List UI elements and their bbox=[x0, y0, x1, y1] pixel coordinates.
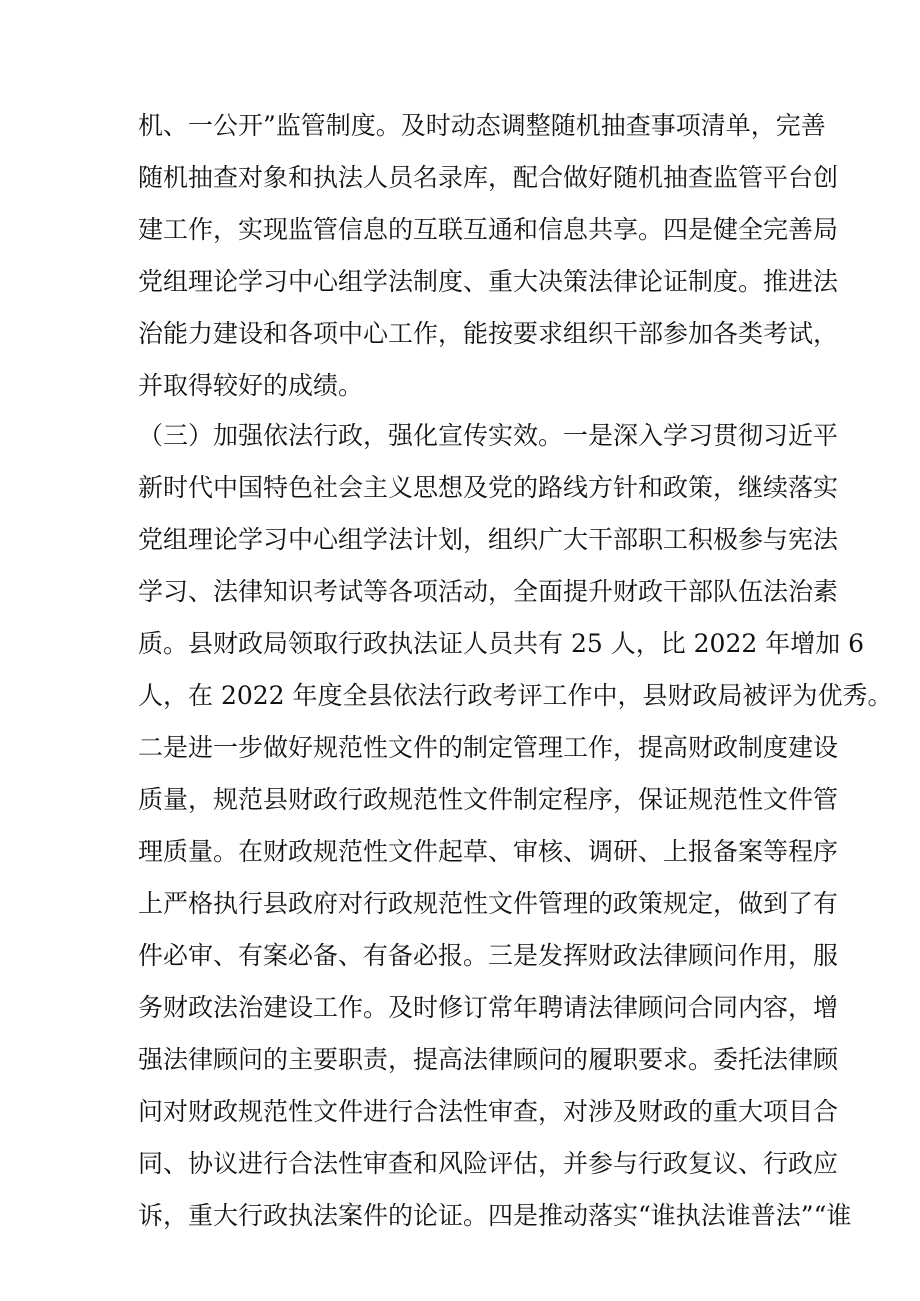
text-line: 治能力建设和各项中心工作，能按要求组织干部参加各类考试， bbox=[138, 319, 839, 348]
text-line: 质量，规范县财政行政规范性文件制定程序，保证规范性文件管 bbox=[138, 785, 839, 814]
text-line: 建工作，实现监管信息的互联互通和信息共享。四是健全完善局 bbox=[138, 215, 839, 244]
text-line: 党组理论学习中心组学法计划，组织广大干部职工积极参与宪法 bbox=[138, 525, 839, 554]
text-line: 上严格执行县政府对行政规范性文件管理的政策规定，做到了有 bbox=[138, 889, 839, 918]
text-line: 机、一公开”监管制度。及时动态调整随机抽查事项清单，完善 bbox=[138, 111, 826, 140]
text-line: 党组理论学习中心组学法制度、重大决策法律论证制度。推进法 bbox=[138, 267, 839, 296]
text-line: 强法律顾问的主要职责，提高法律顾问的履职要求。委托法律顾 bbox=[138, 1045, 839, 1074]
text-line: 二是进一步做好规范性文件的制定管理工作，提高财政制度建设 bbox=[138, 733, 839, 762]
text-line: 人，在 2022 年度全县依法行政考评工作中，县财政局被评为优秀。 bbox=[138, 681, 893, 710]
text-line: 学习、法律知识考试等各项活动，全面提升财政干部队伍法治素 bbox=[138, 577, 839, 606]
text-line: （三）加强依法行政，强化宣传实效。一是深入学习贯彻习近平 bbox=[138, 421, 839, 450]
text-line: 并取得较好的成绩。 bbox=[138, 371, 364, 400]
text-line: 质。县财政局领取行政执法证人员共有 25 人，比 2022 年增加 6 bbox=[138, 629, 865, 658]
text-line: 问对财政规范性文件进行合法性审查，对涉及财政的重大项目合 bbox=[138, 1097, 839, 1126]
paragraph-regulatory-system bbox=[138, 100, 839, 412]
text-line: 同、协议进行合法性审查和风险评估，并参与行政复议、行政应 bbox=[138, 1149, 839, 1178]
text-line: 件必审、有案必备、有备必报。三是发挥财政法律顾问作用，服 bbox=[138, 941, 839, 970]
text-line: 诉，重大行政执法案件的论证。四是推动落实“谁执法谁普法”“谁 bbox=[138, 1201, 852, 1230]
paragraph-law-based-administration bbox=[138, 410, 893, 1242]
text-line: 随机抽查对象和执法人员名录库，配合做好随机抽查监管平台创 bbox=[138, 163, 839, 192]
text-line: 务财政法治建设工作。及时修订常年聘请法律顾问合同内容，增 bbox=[138, 993, 839, 1022]
text-line: 新时代中国特色社会主义思想及党的路线方针和政策，继续落实 bbox=[138, 473, 839, 502]
text-line: 理质量。在财政规范性文件起草、审核、调研、上报备案等程序 bbox=[138, 837, 839, 866]
